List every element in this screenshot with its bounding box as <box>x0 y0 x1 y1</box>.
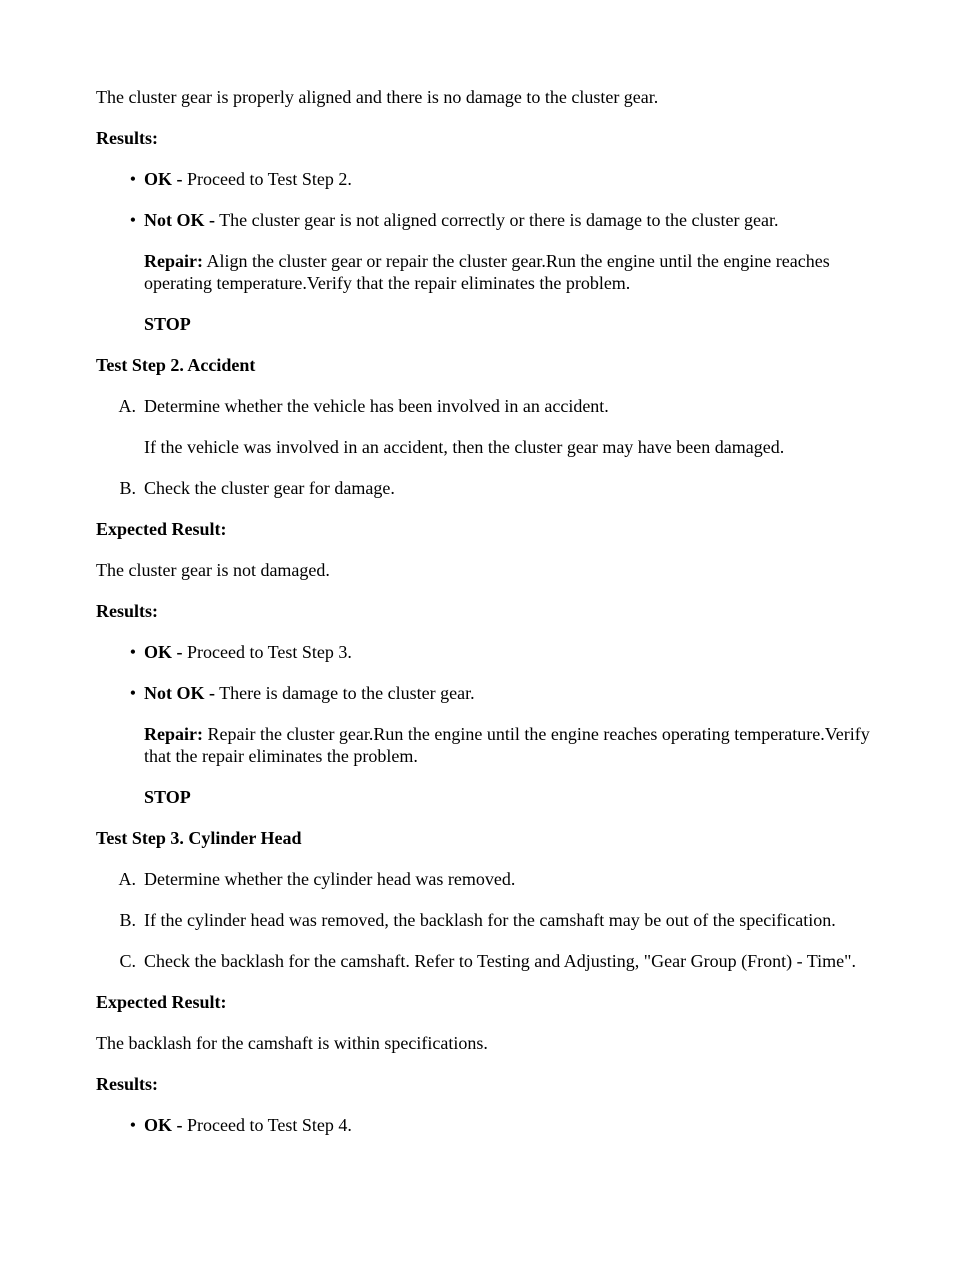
item-marker: A. <box>118 396 136 416</box>
document-page <box>96 86 896 1155</box>
results-heading: Results: <box>96 128 158 148</box>
bullet: • <box>129 642 136 662</box>
stop-label: STOP <box>144 787 191 807</box>
item-marker: B. <box>119 478 136 498</box>
result-ok-label: OK - <box>144 169 183 189</box>
item-text: Determine whether the vehicle has been involved in an accident. <box>144 396 609 416</box>
stop-label: STOP <box>144 314 191 334</box>
step3-heading: Test Step 3. Cylinder Head <box>96 828 302 848</box>
step3-item-b <box>96 909 896 931</box>
result-not-ok <box>96 682 896 704</box>
item-text: If the cylinder head was removed, the backlash for the camshaft may be out of the specification. <box>144 910 836 930</box>
result-not-ok-label: Not OK - <box>144 210 215 230</box>
repair-instruction <box>96 250 896 294</box>
bullet: • <box>129 210 136 230</box>
intro-text: The cluster gear is properly aligned and there is no damage to the cluster gear. <box>96 87 659 107</box>
expected-result-text: The cluster gear is not damaged. <box>96 560 330 580</box>
expected-result-heading: Expected Result: <box>96 992 227 1012</box>
result-not-ok-text: There is damage to the cluster gear. <box>215 683 475 703</box>
result-ok <box>96 168 896 190</box>
step2-item-b <box>96 477 896 499</box>
step2-heading: Test Step 2. Accident <box>96 355 256 375</box>
bullet: • <box>129 683 136 703</box>
repair-text: Align the cluster gear or repair the cluster gear.Run the engine until the engine reaches operating temperature.Verify that the repair eliminates the problem. <box>144 251 830 293</box>
results-heading: Results: <box>96 601 158 621</box>
result-ok <box>96 1114 896 1136</box>
result-ok-text: Proceed to Test Step 4. <box>182 1115 352 1135</box>
step2-item-a <box>96 395 896 417</box>
bullet: • <box>129 169 136 189</box>
expected-result-text: The backlash for the camshaft is within specifications. <box>96 1033 488 1053</box>
result-ok-label: OK - <box>144 1115 183 1135</box>
item-text: Check the backlash for the camshaft. Refer to Testing and Adjusting, "Gear Group (Front) - Time". <box>144 951 856 971</box>
item-marker: C. <box>119 951 136 971</box>
step2-note: If the vehicle was involved in an accident, then the cluster gear may have been damaged. <box>144 437 785 457</box>
item-marker: B. <box>119 910 136 930</box>
results-heading: Results: <box>96 1074 158 1094</box>
result-not-ok-label: Not OK - <box>144 683 215 703</box>
result-not-ok-text: The cluster gear is not aligned correctly or there is damage to the cluster gear. <box>215 210 779 230</box>
item-marker: A. <box>118 869 136 889</box>
expected-result-heading: Expected Result: <box>96 519 227 539</box>
repair-instruction <box>96 723 896 767</box>
repair-label: Repair: <box>144 251 203 271</box>
result-ok-label: OK - <box>144 642 183 662</box>
item-text: Determine whether the cylinder head was removed. <box>144 869 516 889</box>
result-not-ok <box>96 209 896 231</box>
item-text: Check the cluster gear for damage. <box>144 478 395 498</box>
step3-item-c <box>96 950 896 972</box>
result-ok <box>96 641 896 663</box>
repair-text: Repair the cluster gear.Run the engine until the engine reaches operating temperature.Verify that the repair eliminates the problem. <box>144 724 870 766</box>
step3-item-a <box>96 868 896 890</box>
bullet: • <box>129 1115 136 1135</box>
repair-label: Repair: <box>144 724 203 744</box>
result-ok-text: Proceed to Test Step 3. <box>182 642 352 662</box>
result-ok-text: Proceed to Test Step 2. <box>182 169 352 189</box>
